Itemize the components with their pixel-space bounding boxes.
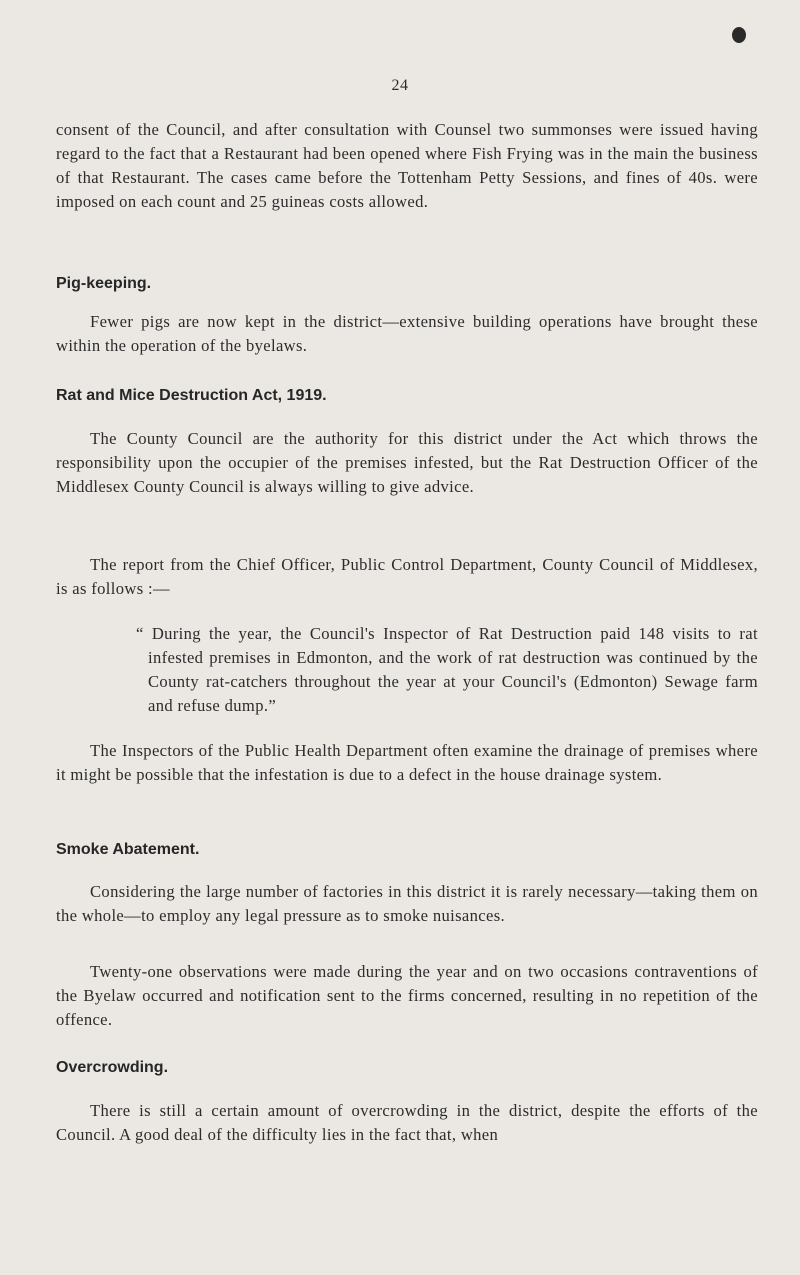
paragraph-continuation: consent of the Council, and after consultation with Counsel two summonses were issued having regard to the fact that a Restaurant had been opened where Fish Frying was in the main the business of that Restaurant. The cases came before the Tottenham Petty Sessions, and fines of 40s. were imposed on each count and 25 guineas costs allowed. [56,120,758,211]
quoted-report: “ During the year, the Council's Inspector of Rat Destruction paid 148 visits to rat infested premises in Edmonton, and the work of rat destruction was continued by the County rat-catchers throughout the year at your Council's (Edmonton) Sewage farm and refuse dump.” [136,624,758,715]
paragraph-overcrowding: There is still a certain amount of overcrowding in the district, despite the efforts of the Council. A good deal of the difficulty lies in the fact that, when [56,1101,758,1144]
heading-smoke-abatement: Smoke Abatement. [56,841,200,858]
paragraph-observations: Twenty-one observations were made during the year and on two occasions contraventions of the Byelaw occurred and notification sent to the firms concerned, resulting in no repetition of the offence. [56,962,758,1029]
page-number: 24 [391,77,409,94]
paragraph-factories: Considering the large number of factories in this district it is rarely necessary—taking them on the whole—to employ any legal pressure as to smoke nuisances. [56,882,758,925]
paragraph-inspectors: The Inspectors of the Public Health Department often examine the drainage of premises where it might be possible that the infestation is due to a defect in the house drainage system. [56,741,758,784]
heading-pig-keeping: Pig-keeping. [56,275,152,292]
paragraph-report-intro: The report from the Chief Officer, Public Control Department, County Council of Middlesex, is as follows :— [56,555,758,598]
paragraph-county-authority: The County Council are the authority for this district under the Act which throws the responsibility upon the occupier of the premises infested, but the Rat Destruction Officer of the Middlesex County Council is always willing to give advice. [56,429,758,496]
heading-rat-mice-act: Rat and Mice Destruction Act, 1919. [56,387,327,404]
ink-blot-mark [732,27,746,43]
heading-overcrowding: Overcrowding. [56,1059,169,1076]
paragraph-pig-keeping: Fewer pigs are now kept in the district—extensive building operations have brought these within the operation of the byelaws. [56,312,758,355]
